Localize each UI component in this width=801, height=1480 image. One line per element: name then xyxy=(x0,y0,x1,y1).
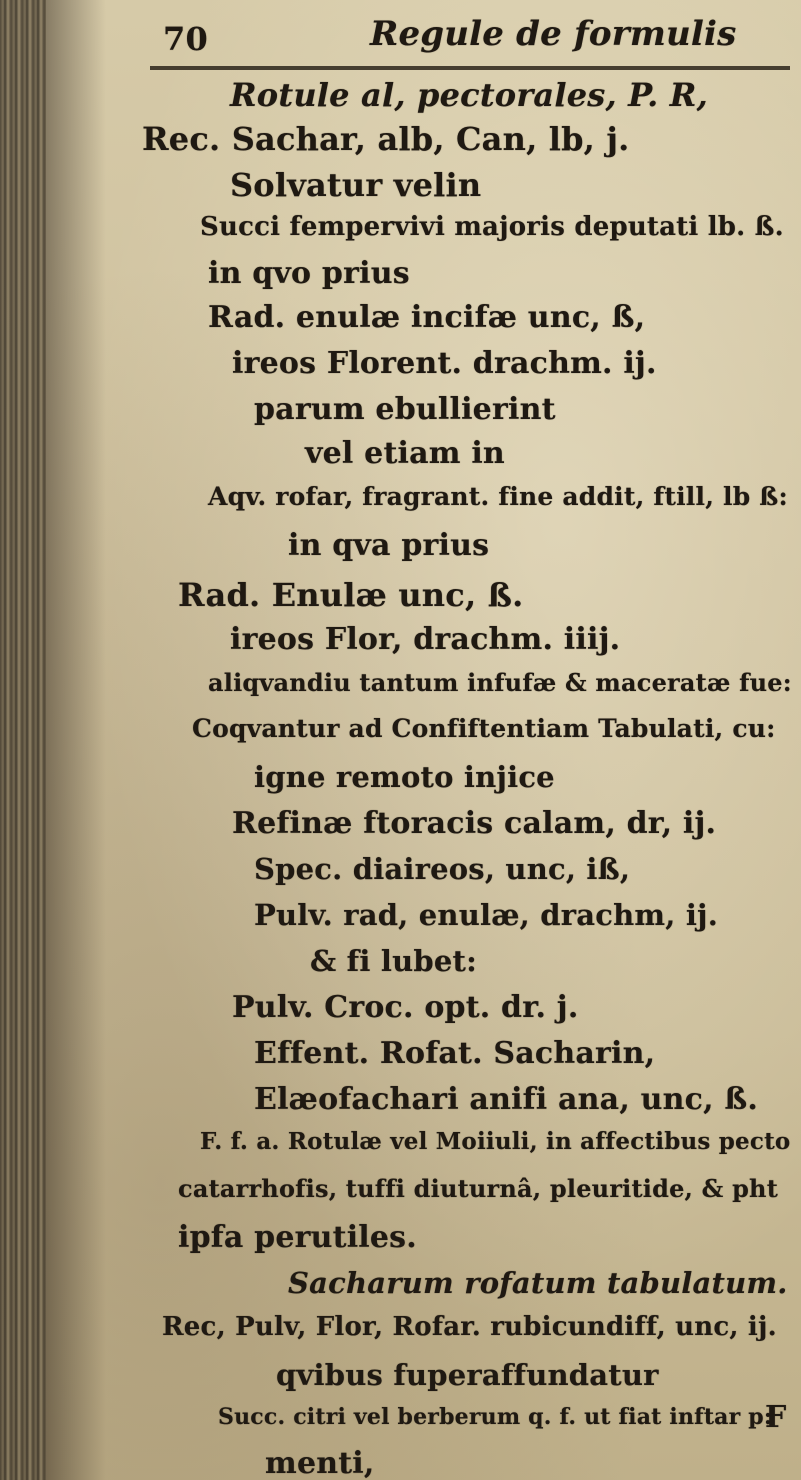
section-heading: Sacharum rofatum tabulatum. xyxy=(288,1266,788,1300)
text-line: F. f. a. Rotulæ vel Moiiuli, in affectibus pecto xyxy=(200,1128,791,1155)
text-line: Refinæ ftoracis calam, dr, ij. xyxy=(232,806,717,841)
text-line: in qva prius xyxy=(288,528,490,563)
text-line: Pulv. Croc. opt. dr. j. xyxy=(232,990,579,1025)
text-line: Coqvantur ad Confiftentiam Tabulati, cu: xyxy=(192,714,776,743)
text-line: vel etiam in xyxy=(305,436,505,471)
text-line: qvibus fuperaffundatur xyxy=(276,1358,659,1392)
text-line: Succi fempervivi majoris deputati lb. ß. xyxy=(200,212,784,242)
text-line: Solvatur velin xyxy=(230,166,482,204)
text-line: igne remoto injice xyxy=(254,760,555,794)
page-number: 70 xyxy=(163,20,208,58)
running-title: Regule de formulis xyxy=(370,14,737,54)
text-line: ipfa perutiles. xyxy=(178,1220,417,1255)
text-line: Rotule al, pectorales, P. R, xyxy=(230,76,708,114)
gutter-shadow xyxy=(46,0,106,1480)
text-line: Rec. Sachar, alb, Can, lb, j. xyxy=(142,120,630,158)
text-line: catarrhofis, tuffi diuturnâ, pleuritide, & pht xyxy=(178,1174,778,1203)
book-spine xyxy=(0,0,46,1480)
text-line: & fi lubet: xyxy=(310,944,477,978)
text-line: Succ. citri vel berberum q. f. ut fiat inftar p: xyxy=(218,1404,773,1430)
header-rule xyxy=(150,66,790,70)
catchword: F xyxy=(765,1400,787,1435)
text-line: Rad. Enulæ unc, ß. xyxy=(178,576,524,614)
text-line: menti, xyxy=(265,1446,375,1480)
text-line: Rec, Pulv, Flor, Rofar. rubicundiff, unc, ij. xyxy=(162,1312,777,1342)
text-line: ireos Flor, drachm. iiij. xyxy=(230,622,621,657)
text-line: parum ebullierint xyxy=(254,392,556,427)
text-line: Pulv. rad, enulæ, drachm, ij. xyxy=(254,898,719,932)
text-line: Elæofachari anifi ana, unc, ß. xyxy=(254,1082,759,1117)
text-line: Rad. enulæ incifæ unc, ß, xyxy=(208,300,646,335)
text-line: Aqv. rofar, fragrant. fine addit, ftill, lb ß: xyxy=(208,482,788,511)
text-line: Spec. diaireos, unc, iß, xyxy=(254,852,631,886)
text-line: aliqvandiu tantum infufæ & maceratæ fue: xyxy=(208,668,792,697)
text-line: Effent. Rofat. Sacharin, xyxy=(254,1036,656,1071)
text-line: in qvo prius xyxy=(208,256,410,291)
text-line: ireos Florent. drachm. ij. xyxy=(232,346,657,381)
